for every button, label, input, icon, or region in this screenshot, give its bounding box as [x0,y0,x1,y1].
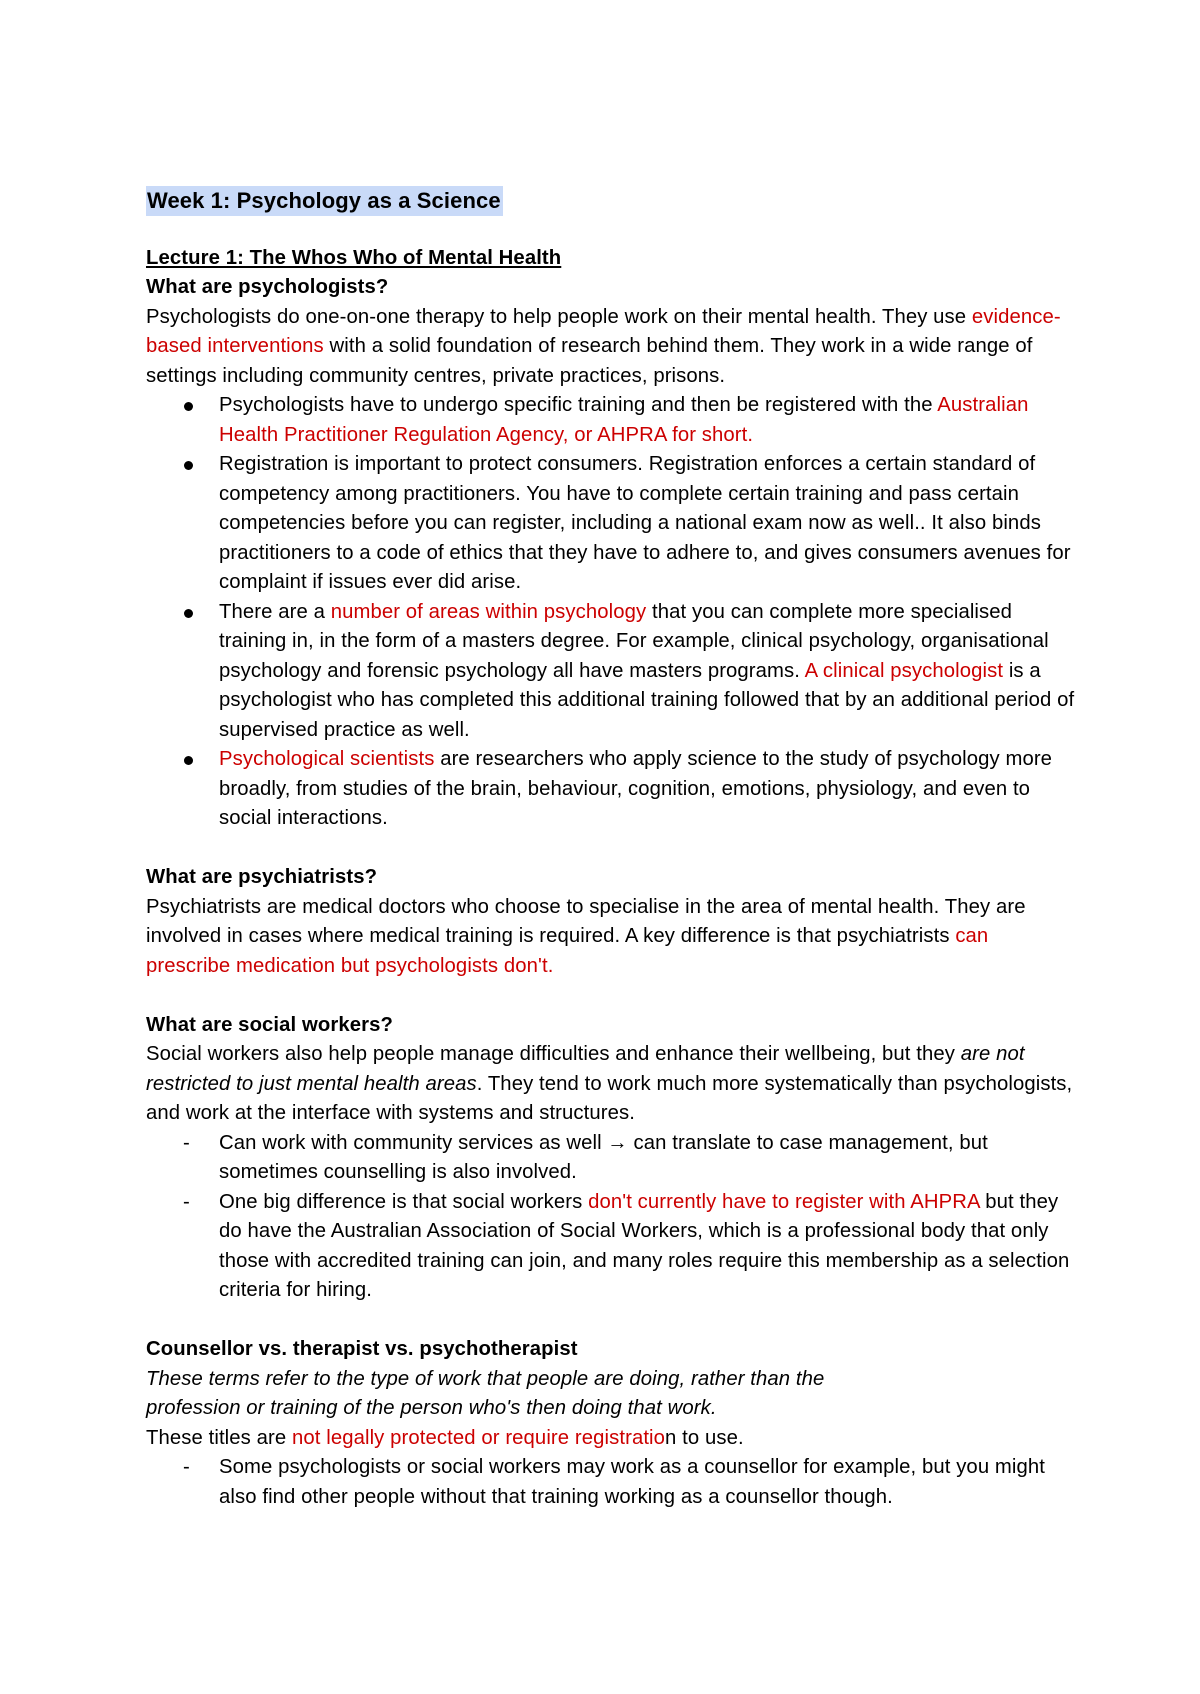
counsellor-italic-line-2: profession or training of the person who's then doing that work. [146,1397,717,1419]
bullet-3-text-3: is a psychologist who has completed this additional training followed that by an additional period of supervised practice as well. [219,659,1075,741]
psychologists-heading: What are psychologists? [146,276,389,298]
bullet-marker [184,756,193,765]
document-body [146,186,1076,1512]
bullet-4-text: are researchers who apply science to the study of psychology more broadly, from studies of the brain, behaviour, cognition, emotions, physiology, and even to social interactions. [219,748,1053,829]
social-workers-italic: are not restricted to just mental health areas [146,1043,1025,1095]
counsellor-heading: Counsellor vs. therapist vs. psychotherapist [146,1338,578,1360]
counsellor-highlight: not legally protected or require registratio [292,1426,666,1449]
lecture-heading: Lecture 1: The Whos Who of Mental Health [146,246,562,269]
spacer [146,834,1076,864]
dash-marker: - [183,1190,190,1213]
psychiatrists-paragraph [146,893,1076,982]
dash-item [183,1188,1076,1306]
counsellor-text-2: n to use. [665,1426,744,1449]
counsellor-dash-list [146,1453,1076,1512]
counsellor-italic-line-1: These terms refer to the type of work that people are doing, rather than the [146,1367,825,1390]
social-workers-paragraph [146,1040,1076,1129]
dash-marker: - [183,1456,190,1478]
intro-text-2: with a solid foundation of research behind them. They work in a wide range of settings including community centres, private practices, prisons. [146,335,1033,387]
bullet-item [219,391,1076,450]
social-workers-heading: What are social workers? [146,1013,393,1036]
bullet-3-text-2: that you can complete more specialised training in, in the form of a masters degree. For example, clinical psychology, organisational psychology and forensic psychology all have masters programs. [219,600,1049,682]
counsellor-paragraph [146,1424,1076,1454]
bullet-marker [184,609,193,618]
dash-2-text-1: One big difference is that social workers [219,1190,589,1213]
bullet-1-highlight: Australian Health Practitioner Regulation Agency, or AHPRA for short. [219,394,1029,446]
dash-item [183,1453,1076,1512]
bullet-3-highlight-2: A clinical psychologist [804,659,1004,682]
dash-item [183,1129,1076,1188]
bullet-3-text-1: There are a [219,600,331,623]
bullet-2-text: Registration is important to protect consumers. Registration enforces a certain standard of competency among practitioners. You have to complete certain training and pass certain competencies before you can register, including a national exam now as well.. It also binds practitioners to a code of ethics that they have to adhere to, and gives consumers avenues for complaint if issues ever did arise. [219,453,1071,593]
psychologists-bullet-list [146,391,1076,834]
psychiatrists-heading: What are psychiatrists? [146,866,378,888]
dash-marker: - [183,1131,190,1154]
social-workers-text-2: . They tend to work much more systematically than psychologists, and work at the interface with systems and structures. [146,1072,1073,1124]
bullet-marker [184,402,193,411]
spacer [146,1306,1076,1336]
social-workers-dash-list [146,1129,1076,1306]
intro-text-1: Psychologists do one-on-one therapy to help people work on their mental health. They use [146,305,972,328]
bullet-4-highlight: Psychological scientists [219,748,435,770]
psychiatrists-text: Psychiatrists are medical doctors who choose to specialise in the area of mental health. They are involved in cases where medical training is required. A key difference is that psychiatrists [146,895,1026,947]
psychiatrists-highlight: can prescribe medication but psychologists don't. [146,925,989,977]
bullet-item [219,598,1076,746]
bullet-3-highlight-1: number of areas within psychology [330,600,647,623]
dash-2-text-2: but they do have the Australian Association of Social Workers, which is a professional body that only those with accredited training can join, and many roles require this membership as a selection criteria for hiring. [219,1190,1070,1301]
psychologists-intro [146,303,1076,392]
counsellor-text-1: These titles are [146,1426,292,1449]
bullet-item [219,745,1076,834]
intro-highlight: evidence-based interventions [146,305,1061,357]
spacer [146,981,1076,1011]
bullet-item [219,450,1076,598]
bullet-marker [184,461,193,470]
social-workers-text-1: Social workers also help people manage difficulties and enhance their wellbeing, but they [146,1043,961,1065]
bullet-1-text: Psychologists have to undergo specific training and then be registered with the [219,394,938,416]
dash-1-text: Can work with community services as well → can translate to case management, but sometimes counselling is also involved. [219,1131,988,1183]
counsellor-dash-1-text: Some psychologists or social workers may work as a counsellor for example, but you might also find other people without that training working as a counsellor though. [219,1456,1046,1508]
dash-2-highlight: don't currently have to register with AHPRA [588,1190,980,1213]
title-line [146,186,1076,218]
page-title: Week 1: Psychology as a Science [146,186,503,216]
